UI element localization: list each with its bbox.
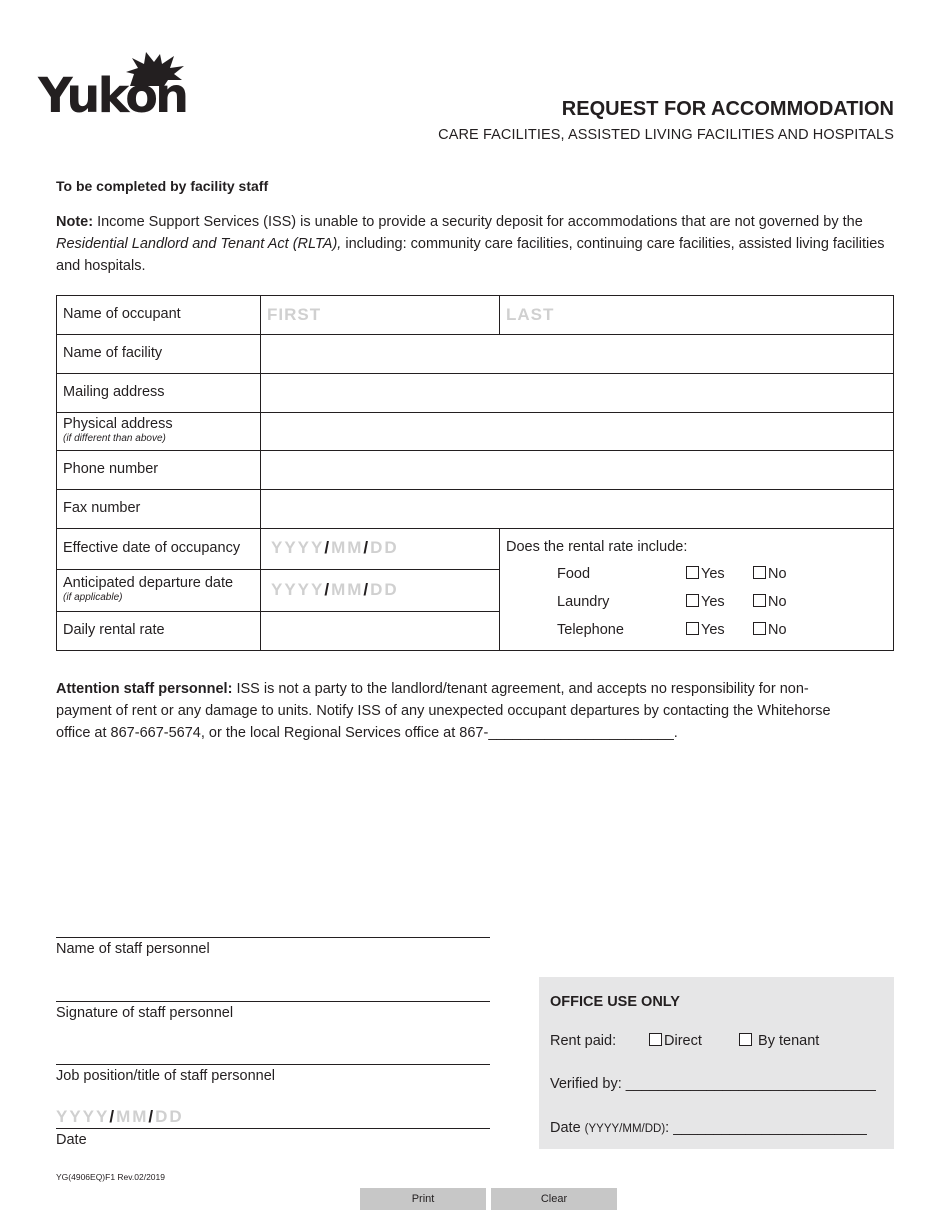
checkbox-icon [753, 622, 766, 635]
physical-address-text: Physical address [63, 416, 173, 432]
occupant-form-table [56, 295, 894, 651]
food-no-checkbox[interactable] [753, 566, 787, 582]
clear-button[interactable]: Clear [491, 1188, 617, 1210]
telephone-yes-checkbox[interactable] [686, 622, 725, 638]
direct-checkbox[interactable] [649, 1033, 702, 1049]
form-title: REQUEST FOR ACCOMMODATION [561, 98, 894, 120]
yes-label: Yes [701, 566, 725, 582]
checkbox-icon [686, 594, 699, 607]
date-slash: / [324, 580, 332, 599]
date-mm: MM [116, 1107, 149, 1126]
date-slash: / [109, 1107, 117, 1126]
effective-date-label: Effective date of occupancy [63, 540, 241, 556]
laundry-yes-checkbox[interactable] [686, 594, 725, 610]
date-slash: / [363, 538, 371, 557]
facility-field[interactable] [262, 336, 892, 372]
rental-item-laundry: Laundry [557, 594, 610, 610]
physical-address-field[interactable] [262, 414, 892, 449]
staff-name-field[interactable] [56, 937, 490, 938]
departure-date-text: Anticipated departure date [63, 575, 234, 591]
fax-field[interactable] [262, 491, 892, 527]
yes-label: Yes [701, 622, 725, 638]
checkbox-icon [686, 622, 699, 635]
phone-label: Phone number [63, 461, 159, 477]
attention-label: Attention staff personnel: [56, 681, 233, 697]
name-of-occupant-label: Name of occupant [63, 306, 181, 322]
date-mm: MM [331, 538, 364, 557]
daily-rate-label: Daily rental rate [63, 622, 165, 638]
food-yes-checkbox[interactable] [686, 566, 725, 582]
staff-signature-field[interactable] [56, 1001, 490, 1002]
attention-text: ISS is not a party to the landlord/tenant agreement, and accepts no responsibility for non-payment of rent or any damage to units. Notify ISS of any unexpected occupant departures by contacting the Whitehorse office at 867-667-5674, or the local Regional Services office at 867-_______________________. [56, 681, 831, 741]
mailing-address-field[interactable] [262, 375, 892, 411]
checkbox-icon [649, 1033, 662, 1046]
by-tenant-label: By tenant [758, 1033, 820, 1049]
checkbox-icon [739, 1033, 752, 1046]
office-use-title: OFFICE USE ONLY [550, 994, 680, 1010]
date-dd: DD [155, 1107, 184, 1126]
date-mm: MM [331, 580, 364, 599]
note-text-1: Income Support Services (ISS) is unable to provide a security deposit for accommodations that are not governed by the [93, 214, 863, 230]
departure-date-note: (if applicable) [63, 592, 123, 603]
office-use-box [539, 977, 894, 1149]
completed-by-heading: To be completed by facility staff [56, 178, 269, 194]
date-slash: / [148, 1107, 156, 1126]
verified-by-field[interactable]: Verified by: _______________________________ [550, 1076, 876, 1092]
rental-includes-question: Does the rental rate include: [506, 539, 688, 555]
signature-date-field[interactable] [56, 1107, 184, 1127]
date-dd: DD [370, 580, 399, 599]
rent-paid-label: Rent paid: [550, 1033, 617, 1049]
office-date-field[interactable] [550, 1120, 867, 1136]
staff-position-label: Job position/title of staff personnel [56, 1068, 275, 1084]
by-tenant-checkbox[interactable] [739, 1033, 819, 1049]
mailing-address-label: Mailing address [63, 384, 165, 400]
staff-signature-label: Signature of staff personnel [56, 1005, 234, 1021]
signature-date-label: Date [56, 1132, 87, 1148]
effective-date-field[interactable] [271, 538, 399, 558]
note-text-2: including: community care facilities, continuing care facilities, assisted living facilities and hospitals. [56, 236, 885, 274]
date-dd: DD [370, 538, 399, 557]
date-slash: / [324, 538, 332, 557]
note-label: Note: [56, 214, 94, 230]
rental-item-food: Food [557, 566, 591, 582]
date-slash: / [363, 580, 371, 599]
note-act: Residential Landlord and Tenant Act (RLTA), [56, 236, 342, 252]
departure-date-field[interactable] [271, 580, 399, 600]
last-name-field[interactable]: LAST [506, 305, 555, 324]
date-yyyy: YYYY [56, 1107, 110, 1126]
no-label: No [768, 622, 787, 638]
facility-label: Name of facility [63, 345, 163, 361]
office-date-label: Date [550, 1120, 585, 1136]
staff-position-field[interactable] [56, 1064, 490, 1065]
no-label: No [768, 566, 787, 582]
checkbox-icon [753, 566, 766, 579]
checkbox-icon [686, 566, 699, 579]
no-label: No [768, 594, 787, 610]
phone-field[interactable] [262, 452, 892, 488]
note-paragraph [56, 211, 896, 277]
first-name-field[interactable]: FIRST [267, 305, 322, 324]
departure-date-label [63, 575, 233, 603]
form-id: YG(4906EQ)F1 Rev.02/2019 [56, 1172, 165, 1182]
physical-address-note: (if different than above) [63, 433, 166, 444]
daily-rate-field[interactable] [262, 613, 498, 649]
logo-text: Yukon [38, 68, 187, 124]
direct-label: Direct [664, 1033, 702, 1049]
physical-address-label [63, 416, 173, 444]
date-yyyy: YYYY [271, 580, 325, 599]
print-button[interactable]: Print [360, 1188, 486, 1210]
attention-paragraph [56, 678, 856, 744]
rental-item-telephone: Telephone [557, 622, 624, 638]
checkbox-icon [753, 594, 766, 607]
fax-label: Fax number [63, 500, 141, 516]
date-yyyy: YYYY [271, 538, 325, 557]
yukon-logo [38, 52, 213, 124]
date-underline [56, 1128, 490, 1129]
yes-label: Yes [701, 594, 725, 610]
form-subtitle: CARE FACILITIES, ASSISTED LIVING FACILITIES AND HOSPITALS [438, 127, 894, 143]
office-date-format: (YYYY/MM/DD) [584, 1123, 666, 1135]
laundry-no-checkbox[interactable] [753, 594, 787, 610]
staff-name-label: Name of staff personnel [56, 941, 210, 957]
telephone-no-checkbox[interactable] [753, 622, 787, 638]
office-date-line: : ________________________ [665, 1120, 867, 1136]
